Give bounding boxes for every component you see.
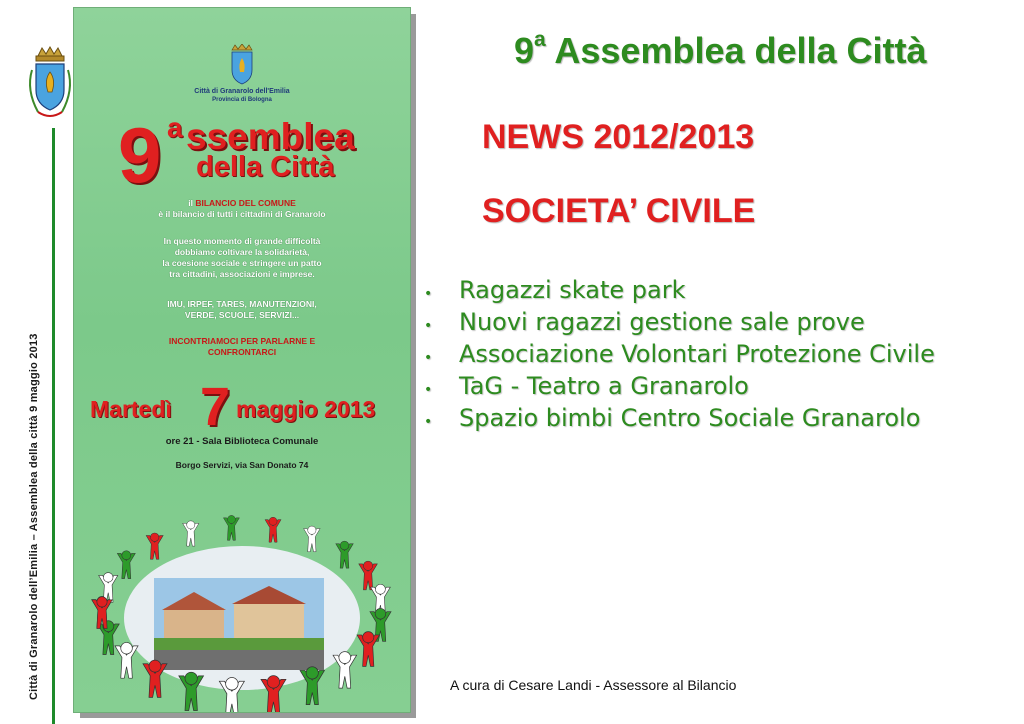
title-number: 9	[514, 30, 535, 71]
poster-paragraph-line: tra cittadini, associazioni e imprese.	[169, 269, 315, 279]
poster-intro-highlight: BILANCIO DEL COMUNE	[195, 198, 296, 208]
person-figure	[333, 652, 357, 689]
person-figure	[179, 672, 204, 710]
list-item	[424, 372, 1024, 404]
list-item-text: Spazio bimbi Centro Sociale Granarolo	[459, 404, 921, 432]
event-poster	[73, 7, 411, 713]
poster-invite-line: CONFRONTARCI	[207, 347, 277, 357]
person-figure	[357, 632, 379, 667]
person-figure	[304, 526, 321, 552]
side-caption: Città di Granarolo dell’Emilia – Assemblea della città 9 maggio 2013	[28, 333, 40, 700]
title-superscript: a	[534, 28, 546, 51]
person-figure	[143, 660, 167, 697]
list-item-text: Ragazzi skate park	[459, 276, 686, 304]
list-item	[424, 308, 1024, 340]
person-figure	[146, 533, 163, 559]
poster-invite	[74, 336, 410, 358]
list-item-text: Associazione Volontari Protezione Civile	[459, 340, 935, 368]
person-figure	[336, 541, 353, 568]
margin-divider-line	[52, 128, 55, 724]
person-figure	[265, 517, 281, 542]
poster-number: 9	[118, 111, 162, 199]
person-figure	[261, 676, 286, 712]
person-figure	[219, 678, 244, 712]
news-heading: NEWS 2012/2013	[482, 118, 755, 156]
page-title	[514, 30, 927, 72]
footer-credit: A cura di Cesare Landi - Assessore al Bilancio	[450, 677, 737, 693]
title-text: Assemblea della Città	[545, 30, 927, 71]
section-heading: SOCIETA’ CIVILE	[482, 192, 756, 230]
initiatives-list	[424, 276, 1024, 436]
person-figure	[223, 515, 239, 540]
poster-title-line1: ssemblea	[186, 116, 355, 157]
poster-province: Provincia di Bologna	[212, 97, 272, 103]
poster-topics-line: VERDE, SCUOLE, SERVIZI...	[184, 310, 300, 320]
poster-intro-line2: è il bilancio di tutti i cittadini di Granarolo	[158, 209, 326, 219]
bullet-icon: •	[424, 286, 433, 302]
people-circle-illustration	[74, 478, 410, 712]
municipal-crest-icon	[24, 46, 76, 128]
list-item-text: TaG - Teatro a Granarolo	[459, 372, 749, 400]
list-item	[424, 340, 1024, 372]
poster-address: Borgo Servizi, via San Donato 74	[175, 460, 309, 470]
poster-superscript: a	[167, 112, 183, 143]
bullet-icon: •	[424, 414, 433, 430]
bullet-icon: •	[424, 350, 433, 366]
poster-time-place: ore 21 - Sala Biblioteca Comunale	[165, 436, 319, 447]
poster-paragraph-line: la coesione sociale e stringere un patto	[162, 258, 322, 268]
poster-date	[90, 377, 400, 437]
bullet-icon: •	[424, 318, 433, 334]
bullet-icon: •	[424, 382, 433, 398]
list-item	[424, 276, 1024, 308]
person-figure	[183, 521, 199, 546]
poster-date-number: 7	[200, 377, 231, 437]
poster-day: Martedì	[90, 396, 172, 422]
poster-city: Città di Granarolo dell'Emilia	[194, 88, 290, 95]
person-figure	[359, 561, 378, 590]
poster-month-year: maggio 2013	[236, 396, 376, 422]
poster-intro	[74, 198, 410, 209]
poster-topics-line: IMU, IRPEF, TARES, MANUTENZIONI,	[167, 299, 317, 309]
person-figure	[300, 667, 324, 705]
list-item-text: Nuovi ragazzi gestione sale prove	[459, 308, 865, 336]
poster-paragraph-line: dobbiamo coltivare la solidarietà,	[174, 247, 310, 257]
poster-paragraph-line: In questo momento di grande difficoltà	[163, 236, 321, 246]
person-figure	[115, 642, 138, 678]
poster-intro-prefix: il	[188, 198, 196, 208]
poster-title-line2: della Città	[196, 151, 335, 183]
person-figure	[117, 551, 135, 579]
list-item	[424, 404, 1024, 436]
poster-invite-line: INCONTRIAMOCI PER PARLARNE E	[168, 336, 316, 346]
poster-crest-icon	[224, 44, 260, 86]
